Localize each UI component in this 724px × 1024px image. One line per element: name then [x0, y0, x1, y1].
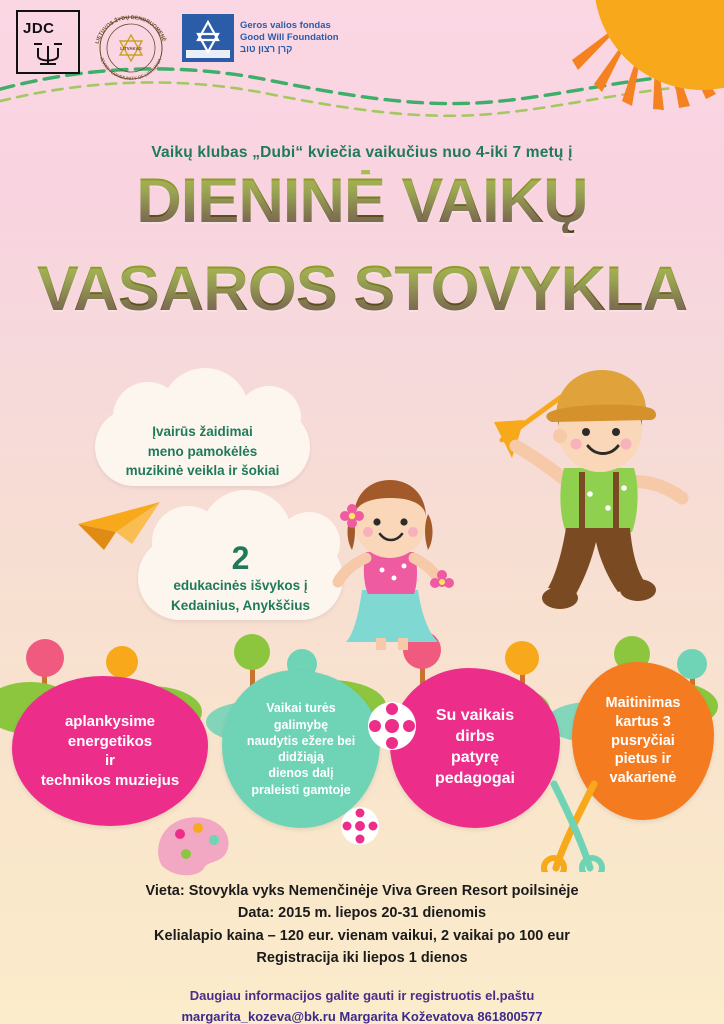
- blob-lake-line-3: naudytis ežere bei: [246, 733, 356, 748]
- paint-palette-icon: [148, 810, 238, 885]
- cloud-activities-text: [95, 408, 310, 481]
- cloud-trips: [138, 536, 343, 620]
- blob-museums-line-1: aplankysime: [64, 713, 156, 730]
- good-will-foundation-logo: [182, 10, 382, 66]
- gwf-line-en: Good Will Foundation: [240, 31, 339, 43]
- lzb-bottom-text: JEWISH COMMUNITY OF LITHUANIA: [99, 56, 163, 80]
- footer-contact-line-2[interactable]: margarita_kozeva@bk.ru Margarita Koževatova 861800577: [181, 1008, 543, 1024]
- poster-title-line-2: VASAROS STOVYKLA: [0, 258, 724, 321]
- film-reel-icon-small: [340, 806, 380, 851]
- paper-plane-icon: [76, 498, 162, 559]
- girl-character: [322, 470, 462, 655]
- lzb-top-text: LIETUVOS ŽYDŲ BENDRUOMENĖ: [94, 14, 167, 45]
- blob-meals-line-5: vakarienė: [609, 770, 677, 787]
- boy-character: [490, 362, 700, 627]
- footer-line-location: Vieta: Stovykla vyks Nemenčinėje Viva Green Resort poilsinėje: [145, 883, 579, 899]
- blob-meals-line-1: Maitinimas: [605, 694, 681, 711]
- blob-lake-line-2: galimybę: [273, 717, 329, 732]
- blob-museums-text: [29, 712, 191, 790]
- cloud-trips-text: [138, 536, 343, 615]
- lithuanian-jewish-community-logo: [90, 10, 172, 80]
- gwf-line-he: קרן רצון טוב: [240, 44, 293, 56]
- gwf-line-lt: Geros valios fondas: [240, 19, 331, 31]
- cloud-trips-line-1: edukacinės išvykos į: [173, 578, 308, 593]
- blob-museums-line-4: technikos muziejus: [40, 771, 180, 789]
- footer-line-date: Data: 2015 m. liepos 20-31 dienomis: [237, 905, 487, 922]
- good-will-text-block: [240, 20, 339, 56]
- poster-kicker: Vaikų klubas „Dubi“ kviečia vaikučius nuo 4-iki 7 metų į: [151, 144, 573, 161]
- blob-lake-line-5: dienos dalį: [268, 766, 334, 781]
- cloud-activities-line-1: Įvairūs žaidimai: [152, 424, 253, 439]
- cloud-activities: [95, 408, 310, 486]
- footer-contact: [0, 986, 724, 1024]
- logo-row: [16, 10, 382, 80]
- cloud-activities-line-3: muzikinė veikla ir šokiai: [125, 463, 280, 479]
- blob-teachers-line-1: Su vaikais: [435, 707, 515, 725]
- cloud-activities-line-2: meno pamokėlės: [147, 443, 258, 459]
- scissors-icon: [538, 772, 618, 877]
- footer-line-price: Kelialapio kaina – 120 eur. vienam vaikui, 2 vaikai po 100 eur: [154, 927, 570, 944]
- good-will-badge: [182, 14, 234, 62]
- blob-lake-line-4: didžiąją: [278, 750, 324, 764]
- footer-block: [0, 880, 724, 1024]
- blob-teachers-line-2: dirbs: [455, 728, 495, 746]
- blob-meals-line-3: pusryčiai: [611, 732, 675, 749]
- blob-lake-text: [235, 700, 367, 798]
- jdc-logo: [16, 10, 80, 74]
- svg-text:LITVAKAS: LITVAKAS: [120, 46, 142, 51]
- jdc-logo-text: JDC: [23, 20, 55, 37]
- poster-title-line-1: DIENINĖ VAIKŲ: [0, 170, 724, 233]
- blob-museums-line-2: energetikos: [67, 732, 153, 750]
- blob-teachers-line-4: pedagogai: [434, 769, 515, 787]
- cloud-trips-line-2: Kedainius, Anykščius: [170, 597, 311, 613]
- blob-museums-line-3: ir: [104, 752, 115, 769]
- cloud-trips-number: 2: [231, 540, 250, 576]
- blob-lake-line-6: praleisti gamtoje: [251, 782, 351, 797]
- blob-lake-line-1: Vaikai turės: [266, 701, 336, 716]
- film-reel-icon: [366, 700, 418, 757]
- footer-contact-line-1: Daugiau informacijos galite gauti ir registruotis el.paštu: [189, 987, 535, 1003]
- footer-line-registration: Registracija iki liepos 1 dienos: [256, 950, 468, 967]
- blob-teachers-text: [423, 706, 527, 789]
- blob-meals-line-4: pietus ir: [614, 751, 672, 768]
- blob-teachers-line-3: patyrę: [450, 749, 499, 766]
- blob-meals-line-2: kartus 3: [615, 713, 671, 730]
- svg-text:LIETUVOS ŽYDŲ BENDRUOMENĖ: [95, 15, 168, 45]
